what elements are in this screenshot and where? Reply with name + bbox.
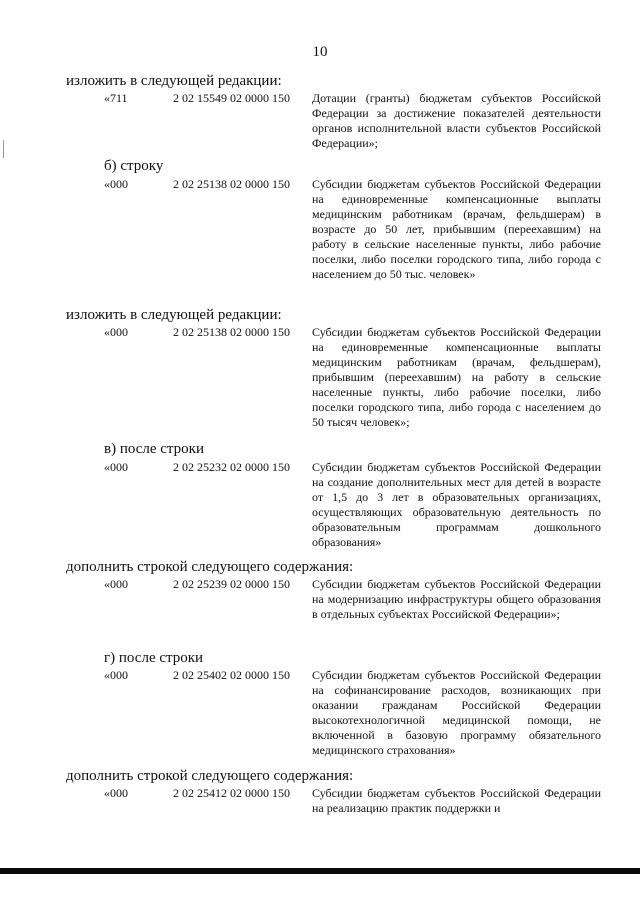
row-code-prefix: «000 [104, 177, 128, 191]
budget-classification-code: 2 02 25402 02 0000 150 [173, 668, 290, 682]
section-heading: изложить в следующей редакции: [66, 307, 282, 323]
section-heading: в) после строки [104, 441, 204, 457]
row-code-prefix: «000 [104, 325, 128, 339]
budget-classification-code: 2 02 25138 02 0000 150 [173, 325, 290, 339]
row-description: Субсидии бюджетам субъектов Российской Федерации на реализацию практик поддержки и [312, 786, 601, 815]
row-description: Субсидии бюджетам субъектов Российской Федерации на создание дополнительных мест для детей в возрасте от 1,5 до 3 лет в образовательных организациях, осуществляющих образовательную деятельность по образовательным программам дошкольного образования» [312, 460, 601, 549]
budget-classification-code: 2 02 25232 02 0000 150 [173, 460, 290, 474]
row-description: Субсидии бюджетам субъектов Российской Федерации на софинансирование расходов, возникающих при оказании гражданам Российской Федерации высокотехнологичной медицинской помощи, не включенной в базовую программу обязательного медицинского страхования» [312, 668, 601, 757]
section-heading: г) после строки [104, 650, 204, 666]
section-heading: б) строку [104, 158, 164, 174]
budget-classification-code: 2 02 25412 02 0000 150 [173, 786, 290, 800]
scan-artifact-mark [3, 140, 4, 158]
row-description: Дотации (гранты) бюджетам субъектов Российской Федерации за достижение показателей деятельности органов исполнительной власти субъектов Российской Федерации»; [312, 91, 601, 150]
page-number: 10 [312, 44, 328, 60]
budget-classification-code: 2 02 25239 02 0000 150 [173, 577, 290, 591]
budget-classification-code: 2 02 15549 02 0000 150 [173, 91, 290, 105]
section-heading: дополнить строкой следующего содержания: [66, 768, 354, 784]
section-heading: изложить в следующей редакции: [66, 73, 282, 89]
row-code-prefix: «000 [104, 577, 128, 591]
row-description: Субсидии бюджетам субъектов Российской Федерации на единовременные компенсационные выплаты медицинским работникам (врачам, фельдшерам) в возрасте до 50 лет, прибывшим (переехавшим) на работу в сельские населенные пункты, либо рабочие поселки, либо поселки городского типа, либо города с населением до 50 тыс. человек» [312, 177, 601, 281]
budget-classification-code: 2 02 25138 02 0000 150 [173, 177, 290, 191]
scan-border-bar [0, 868, 640, 874]
row-code-prefix: «000 [104, 786, 128, 800]
section-heading: дополнить строкой следующего содержания: [66, 559, 354, 575]
row-description: Субсидии бюджетам субъектов Российской Федерации на модернизацию инфраструктуры общего образования в отдельных субъектах Российской Федерации»; [312, 577, 601, 621]
row-code-prefix: «711 [104, 91, 128, 105]
row-code-prefix: «000 [104, 668, 128, 682]
row-code-prefix: «000 [104, 460, 128, 474]
row-description: Субсидии бюджетам субъектов Российской Федерации на единовременные компенсационные выплаты медицинским работникам (врачам, фельдшерам), прибывшим (переехавшим) на работу в сельские населенные пункты, либо рабочие поселки, либо поселки городского типа, либо города с населением до 50 тысяч человек»; [312, 325, 601, 429]
